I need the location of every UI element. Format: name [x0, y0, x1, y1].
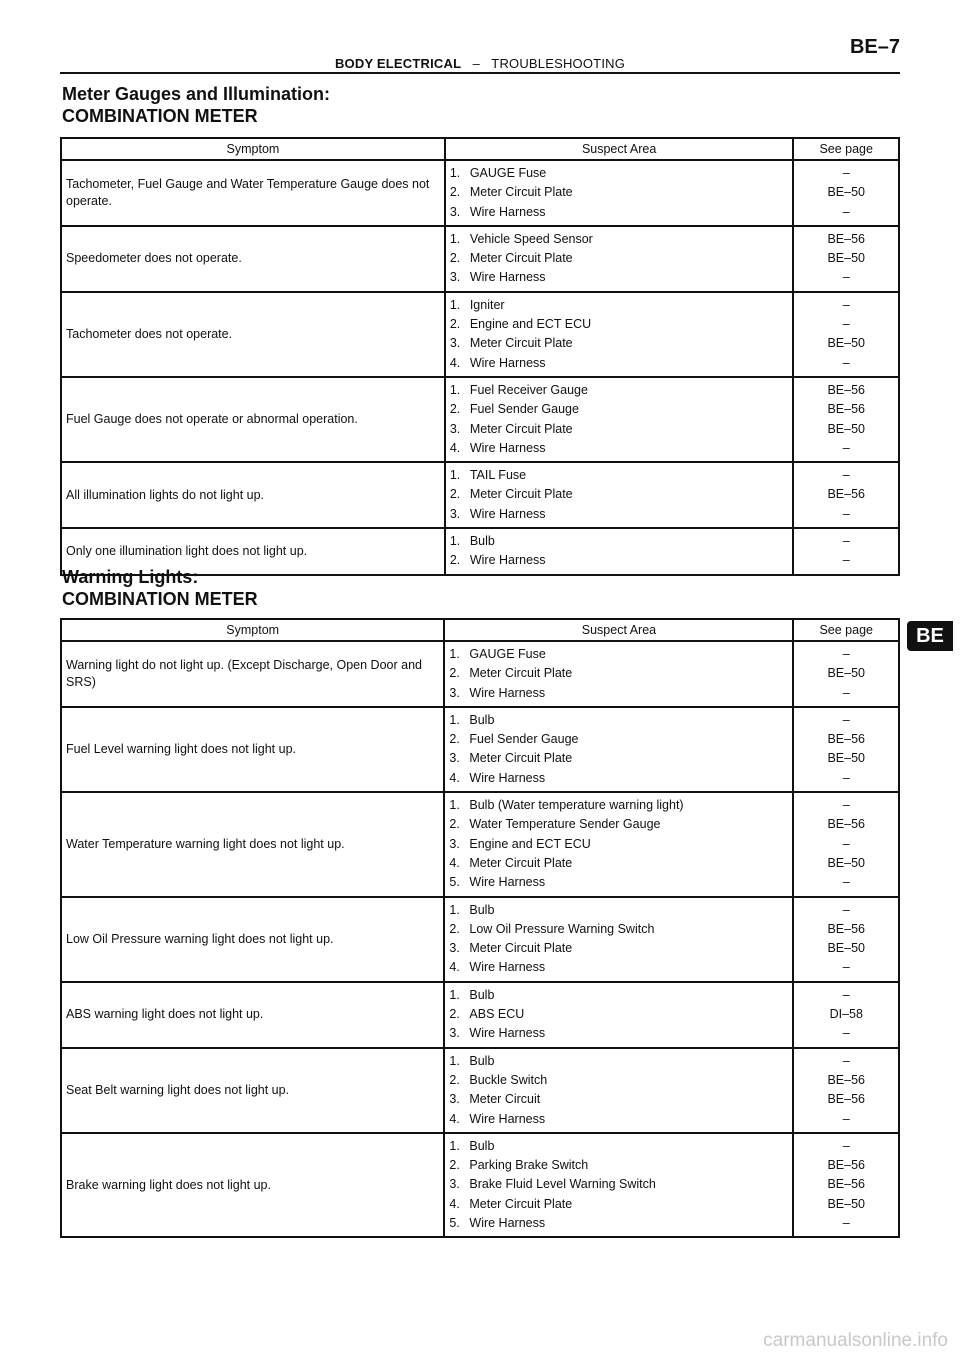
col-see-page: See page — [793, 619, 899, 641]
section1-subtitle: COMBINATION METER — [62, 106, 258, 126]
item-number: 4. — [449, 440, 461, 455]
see-page-cell — [793, 641, 899, 707]
item-label: Wire Harness — [469, 355, 546, 370]
suspect-area-item — [449, 1071, 788, 1090]
item-number: 2. — [449, 487, 461, 502]
suspect-area-item — [449, 769, 788, 788]
symptom-cell: Seat Belt warning light does not light up. — [61, 1048, 444, 1133]
page-ref: – — [842, 204, 850, 219]
item-number: 1. — [449, 987, 460, 1002]
suspect-area-item — [450, 296, 789, 315]
item-label: Meter Circuit Plate — [469, 185, 573, 200]
see-page-cell — [793, 707, 899, 792]
table-row — [61, 792, 899, 896]
section1-title: Meter Gauges and Illumination: — [62, 84, 331, 104]
item-label: Meter Circuit Plate — [469, 751, 573, 766]
suspect-area-item — [449, 958, 788, 977]
page-ref: BE–50 — [827, 185, 865, 200]
page-ref: BE–56 — [827, 817, 865, 832]
page-ref: – — [842, 836, 850, 851]
symptom-cell: Fuel Level warning light does not light up. — [61, 707, 444, 792]
suspect-area-cell — [445, 462, 794, 528]
symptom-cell: Warning light do not light up. (Except Discharge, Open Door and SRS) — [61, 641, 444, 707]
item-label: Wire Harness — [469, 875, 546, 890]
item-label: Bulb — [469, 902, 495, 917]
page-number: BE–7 — [849, 36, 900, 58]
page-ref: – — [842, 987, 850, 1002]
page-ref: – — [842, 1053, 850, 1068]
suspect-area-cell — [445, 377, 794, 462]
suspect-area-item — [449, 684, 788, 703]
page-ref: BE–56 — [827, 231, 865, 246]
page-ref: BE–50 — [827, 751, 865, 766]
see-page-cell — [793, 377, 899, 462]
item-label: Meter Circuit — [469, 1092, 541, 1107]
item-number: 4. — [449, 960, 460, 975]
item-label: Wire Harness — [469, 440, 546, 455]
item-number: 4. — [449, 770, 460, 785]
suspect-area-item — [449, 1156, 788, 1175]
suspect-area-item — [450, 400, 789, 419]
item-label: Wire Harness — [469, 1026, 546, 1041]
suspect-area-item — [449, 1090, 788, 1109]
item-number: 2. — [449, 251, 461, 266]
item-label: Wire Harness — [469, 506, 546, 521]
item-label: Meter Circuit Plate — [469, 855, 573, 870]
suspect-area-item — [449, 901, 788, 920]
item-number: 3. — [449, 270, 461, 285]
item-number: 2. — [449, 921, 460, 936]
col-symptom: Symptom — [61, 138, 445, 160]
see-page-cell — [793, 528, 899, 575]
suspect-area-item — [450, 485, 789, 504]
col-symptom: Symptom — [61, 619, 444, 641]
symptom-cell: All illumination lights do not light up. — [61, 462, 445, 528]
see-page-cell — [793, 1133, 899, 1237]
item-number: 1. — [449, 297, 461, 312]
suspect-area-item — [449, 1052, 788, 1071]
suspect-area-item — [449, 835, 788, 854]
item-label: Meter Circuit Plate — [469, 421, 573, 436]
item-number: 3. — [449, 421, 461, 436]
item-label: Meter Circuit Plate — [469, 941, 573, 956]
suspect-area-item — [450, 420, 789, 439]
table-row — [61, 982, 899, 1048]
item-label: Meter Circuit Plate — [469, 487, 573, 502]
page-ref: BE–50 — [827, 251, 865, 266]
symptom-cell: Fuel Gauge does not operate or abnormal operation. — [61, 377, 445, 462]
item-label: Bulb — [469, 1138, 495, 1153]
page-ref: – — [842, 770, 850, 785]
item-number: 3. — [449, 685, 460, 700]
suspect-area-cell — [445, 160, 794, 226]
suspect-area-item — [449, 986, 788, 1005]
suspect-area-cell — [444, 707, 793, 792]
see-page-cell — [793, 792, 899, 896]
suspect-area-item — [449, 730, 788, 749]
suspect-area-item — [449, 645, 788, 664]
page-ref: – — [842, 440, 850, 455]
watermark: carmanualsonline.info — [763, 1330, 948, 1351]
item-number: 3. — [449, 336, 461, 351]
page-ref: – — [842, 875, 850, 890]
item-number: 1. — [449, 231, 461, 246]
item-number: 5. — [449, 875, 460, 890]
item-number: 4. — [449, 855, 460, 870]
item-label: Low Oil Pressure Warning Switch — [469, 921, 655, 936]
symptom-cell: Tachometer does not operate. — [61, 292, 445, 377]
suspect-area-item — [450, 203, 789, 222]
item-label: Meter Circuit Plate — [469, 1196, 573, 1211]
symptom-cell: Speedometer does not operate. — [61, 226, 445, 292]
item-number: 1. — [449, 468, 461, 483]
item-label: Bulb (Water temperature warning light) — [469, 798, 684, 813]
suspect-area-item — [450, 230, 789, 249]
see-page-cell — [793, 160, 899, 226]
page-ref: BE–56 — [827, 921, 865, 936]
item-label: Meter Circuit Plate — [469, 336, 573, 351]
item-label: Fuel Sender Gauge — [469, 402, 579, 417]
symptom-cell: ABS warning light does not light up. — [61, 982, 444, 1048]
item-number: 3. — [449, 941, 460, 956]
section-name: BODY ELECTRICAL — [334, 56, 462, 71]
suspect-area-item — [449, 1175, 788, 1194]
item-label: Meter Circuit Plate — [469, 251, 573, 266]
item-label: GAUGE Fuse — [469, 166, 547, 180]
item-number: 3. — [449, 506, 461, 521]
symptom-cell: Only one illumination light does not light up. — [61, 528, 445, 575]
item-label: Parking Brake Switch — [469, 1158, 589, 1173]
item-number: 4. — [449, 1111, 460, 1126]
item-label: Wire Harness — [469, 685, 546, 700]
table-row — [61, 897, 899, 982]
col-suspect-area: Suspect Area — [445, 138, 794, 160]
suspect-area-item — [449, 873, 788, 892]
item-label: Engine and ECT ECU — [469, 836, 591, 851]
item-label: ABS ECU — [469, 1007, 525, 1022]
suspect-area-cell — [445, 226, 794, 292]
running-header — [60, 56, 900, 71]
item-label: Bulb — [469, 712, 495, 727]
suspect-area-item — [449, 815, 788, 834]
suspect-area-item — [449, 796, 788, 815]
item-label: Wire Harness — [469, 960, 546, 975]
item-label: Fuel Receiver Gauge — [469, 382, 588, 397]
suspect-area-item — [450, 551, 789, 570]
item-number: 4. — [449, 355, 461, 370]
item-label: Wire Harness — [469, 553, 546, 568]
item-label: TAIL Fuse — [469, 468, 527, 483]
item-number: 3. — [449, 1092, 460, 1107]
page-ref: – — [842, 317, 850, 332]
page-ref: BE–56 — [827, 402, 865, 417]
col-see-page: See page — [793, 138, 899, 160]
item-number: 2. — [449, 732, 460, 747]
item-number: 3. — [449, 836, 460, 851]
page-ref: – — [842, 1138, 850, 1153]
page-ref: – — [842, 553, 850, 568]
table-row — [61, 641, 899, 707]
page-ref: BE–50 — [827, 666, 865, 681]
table-row — [61, 462, 899, 528]
suspect-area-item — [450, 268, 789, 287]
suspect-area-cell — [444, 982, 793, 1048]
symptom-cell: Brake warning light does not light up. — [61, 1133, 444, 1237]
section-tab-be: BE — [907, 621, 953, 651]
item-number: 2. — [449, 185, 461, 200]
item-number: 1. — [449, 166, 461, 180]
see-page-cell — [793, 897, 899, 982]
symptom-cell: Tachometer, Fuel Gauge and Water Temperature Gauge does not operate. — [61, 160, 445, 226]
page-ref: DI–58 — [829, 1007, 863, 1022]
page-ref: BE–56 — [827, 732, 865, 747]
table-row — [61, 1048, 899, 1133]
item-number: 3. — [449, 1026, 460, 1041]
meter-gauges-table — [60, 137, 900, 576]
page-ref: – — [842, 960, 850, 975]
suspect-area-cell — [444, 1048, 793, 1133]
table-row — [61, 160, 899, 226]
suspect-area-item — [449, 1110, 788, 1129]
suspect-area-item — [450, 466, 789, 485]
suspect-area-item — [449, 920, 788, 939]
item-label: Bulb — [469, 534, 495, 549]
suspect-area-item — [449, 1137, 788, 1156]
suspect-area-item — [449, 854, 788, 873]
symptom-cell: Water Temperature warning light does not light up. — [61, 792, 444, 896]
item-label: Wire Harness — [469, 1111, 546, 1126]
page-ref: – — [842, 902, 850, 917]
page-ref: – — [842, 534, 850, 549]
page-ref: – — [842, 468, 850, 483]
section2-subtitle: COMBINATION METER — [62, 589, 258, 609]
suspect-area-item — [449, 711, 788, 730]
suspect-area-item — [449, 1214, 788, 1233]
page-ref: BE–56 — [827, 1092, 865, 1107]
item-number: 1. — [449, 534, 461, 549]
item-number: 1. — [449, 1138, 460, 1153]
suspect-area-item — [450, 505, 789, 524]
page-ref: – — [842, 355, 850, 370]
item-number: 1. — [449, 712, 460, 727]
page-ref: – — [842, 712, 850, 727]
suspect-area-item — [450, 532, 789, 551]
subsection-name: TROUBLESHOOTING — [491, 56, 626, 71]
item-number: 2. — [449, 666, 460, 681]
item-label: Vehicle Speed Sensor — [469, 231, 593, 246]
page-ref: BE–56 — [827, 1072, 865, 1087]
page-ref: BE–50 — [827, 1196, 865, 1211]
item-number: 4. — [449, 1196, 460, 1211]
suspect-area-item — [449, 939, 788, 958]
item-number: 1. — [449, 798, 460, 813]
suspect-area-item — [449, 664, 788, 683]
table-header-row — [61, 619, 899, 641]
suspect-area-item — [450, 439, 789, 458]
table-row — [61, 1133, 899, 1237]
suspect-area-cell — [444, 792, 793, 896]
page-ref: – — [842, 506, 850, 521]
page-ref: BE–56 — [827, 382, 865, 397]
table-row — [61, 377, 899, 462]
item-number: 2. — [449, 1007, 460, 1022]
page-ref: – — [842, 1111, 850, 1126]
item-number: 5. — [449, 1216, 460, 1231]
item-number: 3. — [449, 204, 461, 219]
suspect-area-cell — [444, 897, 793, 982]
table-row — [61, 226, 899, 292]
item-label: Wire Harness — [469, 1216, 546, 1231]
suspect-area-cell — [444, 641, 793, 707]
suspect-area-item — [450, 381, 789, 400]
item-number: 2. — [449, 1158, 460, 1173]
suspect-area-item — [450, 334, 789, 353]
page-ref: – — [842, 798, 850, 813]
see-page-cell — [793, 982, 899, 1048]
page-ref: – — [842, 297, 850, 312]
item-number: 1. — [449, 382, 461, 397]
page-ref: – — [842, 647, 850, 661]
suspect-area-cell — [444, 1133, 793, 1237]
item-label: Wire Harness — [469, 270, 546, 285]
see-page-cell — [793, 226, 899, 292]
suspect-area-item — [449, 1195, 788, 1214]
item-number: 3. — [449, 1177, 460, 1192]
page-ref: BE–56 — [827, 1158, 865, 1173]
item-label: Brake Fluid Level Warning Switch — [469, 1177, 656, 1192]
item-number: 1. — [449, 902, 460, 917]
item-number: 2. — [449, 402, 461, 417]
table-row — [61, 292, 899, 377]
see-page-cell — [793, 462, 899, 528]
item-number: 1. — [449, 647, 460, 661]
item-label: Wire Harness — [469, 770, 546, 785]
item-label: Meter Circuit Plate — [469, 666, 573, 681]
item-label: Igniter — [469, 297, 505, 312]
section2-title: Warning Lights: — [62, 567, 199, 587]
page-ref: BE–50 — [827, 421, 865, 436]
item-number: 1. — [449, 1053, 460, 1068]
page-ref: BE–56 — [827, 1177, 865, 1192]
suspect-area-item — [450, 164, 789, 183]
suspect-area-item — [450, 354, 789, 373]
item-number: 2. — [449, 1072, 460, 1087]
suspect-area-item — [450, 315, 789, 334]
item-label: Wire Harness — [469, 204, 546, 219]
symptom-cell: Low Oil Pressure warning light does not light up. — [61, 897, 444, 982]
col-suspect-area: Suspect Area — [444, 619, 793, 641]
table-header-row — [61, 138, 899, 160]
page-ref: – — [842, 166, 850, 180]
suspect-area-cell — [445, 528, 794, 575]
item-label: Buckle Switch — [469, 1072, 548, 1087]
item-number: 3. — [449, 751, 460, 766]
page-ref: – — [842, 1216, 850, 1231]
suspect-area-item — [449, 1005, 788, 1024]
header-rule — [60, 72, 900, 74]
item-number: 2. — [449, 553, 461, 568]
item-label: Engine and ECT ECU — [469, 317, 592, 332]
item-label: GAUGE Fuse — [469, 647, 546, 661]
page-ref: – — [842, 1026, 850, 1041]
item-label: Fuel Sender Gauge — [469, 732, 579, 747]
item-label: Water Temperature Sender Gauge — [469, 817, 661, 832]
page-ref: – — [842, 270, 850, 285]
page-ref: BE–50 — [827, 336, 865, 351]
item-number: 2. — [449, 817, 460, 832]
page-ref: BE–50 — [827, 941, 865, 956]
page-ref: BE–50 — [827, 855, 865, 870]
suspect-area-item — [449, 749, 788, 768]
see-page-cell — [793, 292, 899, 377]
page-ref: BE–56 — [827, 487, 865, 502]
item-number: 2. — [449, 317, 461, 332]
header-dash: – — [472, 56, 481, 71]
item-label: Bulb — [469, 1053, 495, 1068]
suspect-area-item — [450, 183, 789, 202]
suspect-area-item — [450, 249, 789, 268]
table-row — [61, 707, 899, 792]
suspect-area-item — [449, 1024, 788, 1043]
suspect-area-cell — [445, 292, 794, 377]
see-page-cell — [793, 1048, 899, 1133]
page-ref: – — [842, 685, 850, 700]
item-label: Bulb — [469, 987, 495, 1002]
warning-lights-table — [60, 618, 900, 1238]
